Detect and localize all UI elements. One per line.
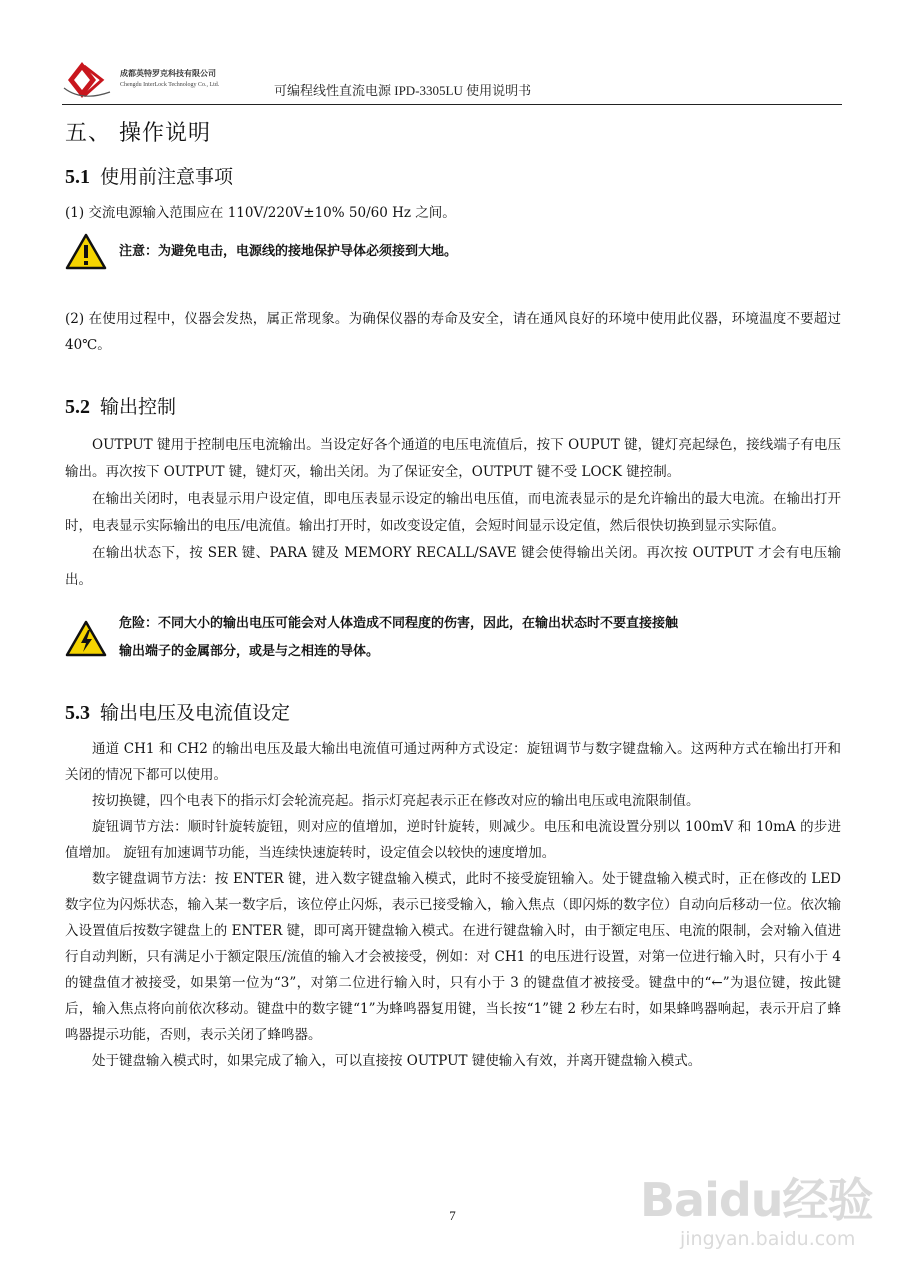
section-heading-5-1 [65,162,841,200]
section-title: 使用前注意事项 [100,166,234,188]
page-header [62,58,842,106]
page-content [65,112,841,1074]
watermark-url: jingyan.baidu.com [680,1228,856,1250]
danger-text-line-1: 危险：不同大小的输出电压可能会对人体造成不同程度的伤害，因此，在输出状态时不要直接接触 [119,616,679,631]
section-heading-5-3 [65,698,841,736]
chapter-title: 五、 操作说明 [65,121,211,146]
section-number: 5.2 [65,396,90,418]
caution-text: 注意：为避免电击，电源线的接地保护导体必须接到大地。 [119,244,458,259]
company-name-en: Chengdu InterLock Technology Co., Ltd. [120,82,220,88]
danger-text-line-2: 输出端子的金属部分，或是与之相连的导体。 [119,644,380,659]
paragraph: OUTPUT 键用于控制电压电流输出。当设定好各个通道的电压电流值后，按下 OUPUT 键，键灯亮起绿色，接线端子有电压输出。再次按下 OUTPUT 键，键灯灭，输出关闭。为了保证安全，OUTPUT 键不受 LOCK 键控制。 [65,437,841,480]
section-heading-5-2 [65,392,841,432]
section-number: 5.1 [65,166,90,188]
paragraph: 在输出状态下，按 SER 键、PARA 键及 MEMORY RECALL/SAVE 键会使得输出关闭。再次按 OUTPUT 才会有电压输出。 [65,545,841,588]
watermark-main: Baidu经验 [640,1173,873,1227]
paragraph: 通道 CH1 和 CH2 的输出电压及最大输出电流值可通过两种方式设定：旋钮调节与数字键盘输入。这两种方式在输出打开和关闭的情况下都可以使用。 [65,741,841,783]
paragraph: (2) 在使用过程中，仪器会发热，属正常现象。为确保仪器的寿命及安全，请在通风良好的环境中使用此仪器，环境温度不要超过 40℃。 [65,311,841,353]
section-number: 5.3 [65,702,90,724]
baidu-watermark [640,1164,880,1264]
paragraph: 数字键盘调节方法：按 ENTER 键，进入数字键盘输入模式，此时不接受旋钮输入。处于键盘输入模式时，正在修改的 LED 数字位为闪烁状态，输入某一数字后，该位停止闪烁，表示已接受输入，输入焦点（即闪烁的数字位）自动向后移动一位。依次输入设置值后按数字键盘上的 ENTER 键，即可离开键盘输入模式。在进行键盘输入时，由于额定电压、电流的限制，会对输入值进行自动判断，只有满足小于额定限压/流值的输入才会被接受，例如：对 CH1 的电压进行设置，对第一位进行输入时，只有小于 4 的键盘值才被接受，如果第一位为“3”，对第二位进行输入时，只有小于 3 的键盘值才被接受。键盘中的“←”为退位键，按此键后，输入焦点将向前依次移动。键盘中的数字键“1”为蜂鸣器复用键，当长按“1”键 2 秒左右时，如果蜂鸣器响起，表示开启了蜂鸣器提示功能，否则，表示关闭了蜂鸣器。 [65,871,841,1043]
danger-note [65,610,841,666]
document-title: 可编程线性直流电源 IPD-3305LU 使用说明书 [274,83,532,98]
company-name-cn: 成都英特罗克科技有限公司 [120,69,216,78]
paragraph: (1) 交流电源输入范围应在 110V/220V±10% 50/60 Hz 之间。 [65,205,456,221]
paragraph: 旋钮调节方法：顺时针旋转旋钮，则对应的值增加，逆时针旋转，则减少。电压和电流设置分别以 100mV 和 10mA 的步进值增加。 旋钮有加速调节功能，当连续快速旋转时，设定值会以较快的速度增加。 [65,819,841,861]
caution-note [65,232,841,276]
warning-icon [65,233,107,271]
paragraph: 处于键盘输入模式时，如果完成了输入，可以直接按 OUTPUT 键使输入有效，并离开键盘输入模式。 [92,1053,702,1069]
company-logo [62,58,122,104]
high-voltage-icon [65,620,107,658]
section-title: 输出控制 [100,396,177,418]
paragraph: 在输出关闭时，电表显示用户设定值，即电压表显示设定的输出电压值，而电流表显示的是允许输出的最大电流。在输出打开时，电表显示实际输出的电压/电流值。输出打开时，如改变设定值，会短时间显示设定值，然后很快切换到显示实际值。 [65,491,841,534]
header-divider [62,104,842,105]
page-number: 7 [449,1208,456,1223]
section-title: 输出电压及电流值设定 [100,702,291,724]
paragraph: 按切换键，四个电表下的指示灯会轮流亮起。指示灯亮起表示正在修改对应的输出电压或电流限制值。 [92,793,700,809]
